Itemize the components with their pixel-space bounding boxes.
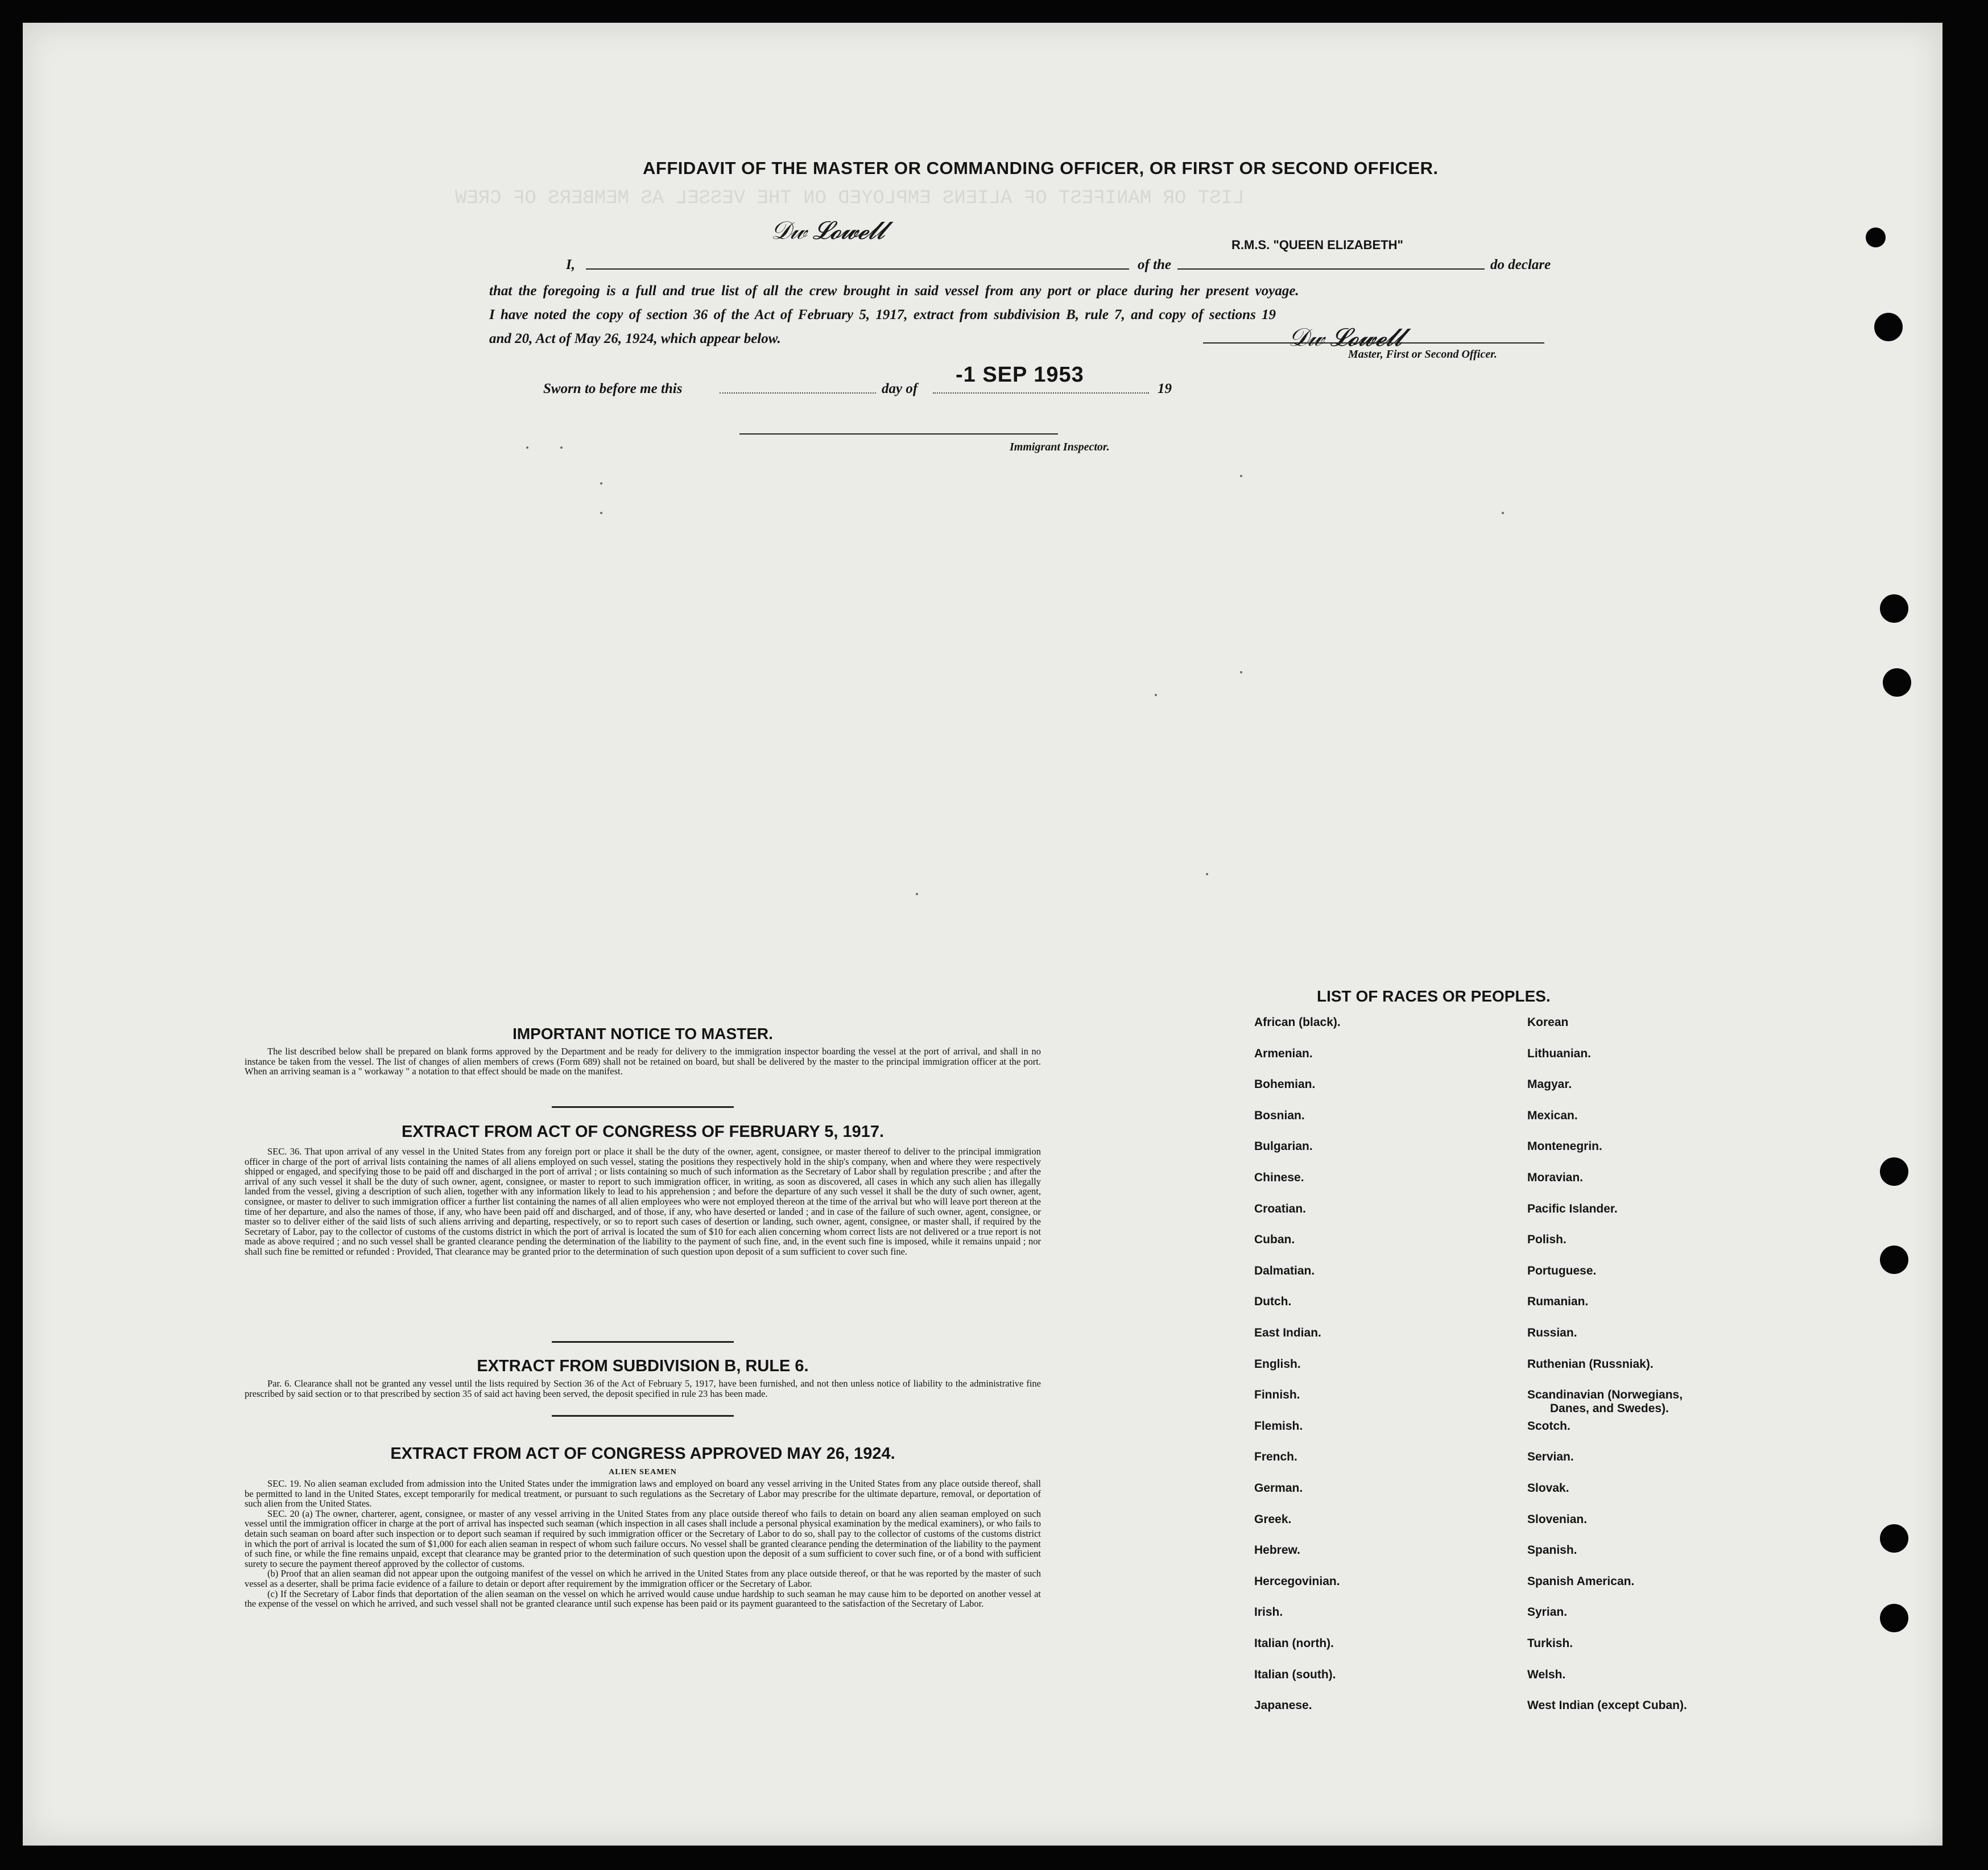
race-item: French. [1254,1450,1297,1464]
sworn-label: Sworn to before me this [543,381,683,396]
race-item: German. [1254,1482,1303,1495]
race-item: African (black). [1254,1016,1341,1029]
extract-1924-body [245,1479,1041,1609]
stray-mark [1502,512,1504,514]
race-item: Dutch. [1254,1295,1292,1309]
race-item: English. [1254,1357,1301,1371]
affidavit-title: AFFIDAVIT OF THE MASTER OR COMMANDING OFFICER, OR FIRST OR SECOND OFFICER. [643,158,1439,178]
race-item: Italian (north). [1254,1637,1334,1650]
race-item: Irish. [1254,1606,1283,1619]
stray-mark [600,482,602,485]
race-item: Welsh. [1527,1668,1566,1681]
stray-mark [526,446,528,449]
affidavit-line-4: and 20, Act of May 26, 1924, which appear below. [489,331,781,346]
race-item: Slovenian. [1527,1512,1588,1526]
race-item: Servian. [1527,1450,1574,1464]
race-item: Lithuanian. [1527,1046,1591,1060]
affidavit-line-2: that the foregoing is a full and true list of all the crew brought in said vessel from any port or place during her present voyage. [489,283,1299,299]
race-item: Scotch. [1527,1419,1570,1433]
race-item: Turkish. [1527,1637,1573,1650]
race-item: Hercegovinian. [1254,1574,1340,1588]
race-item: Chinese. [1254,1171,1304,1184]
binder-hole [1880,1604,1908,1632]
binder-hole [1880,1157,1908,1186]
binder-hole [1880,594,1908,623]
race-item: Armenian. [1254,1046,1313,1060]
name-blank-line [586,268,1129,270]
signature-image-master: 𝒟𝓌 𝓛𝓸𝔀𝓮𝓵𝓵 [1288,323,1402,352]
race-item: Cuban. [1254,1233,1295,1247]
race-item: Danes, and Swedes). [1550,1402,1669,1416]
race-item: Polish. [1527,1233,1567,1247]
race-item: Bohemian. [1254,1078,1316,1091]
extract-rule6-body [245,1379,1041,1399]
binder-hole [1880,1246,1908,1274]
master-signature-line [1203,342,1544,344]
race-item: Rumanian. [1527,1295,1589,1309]
alien-seamen-subheading: ALIEN SEAMEN [609,1468,677,1476]
stray-mark [1155,694,1157,696]
race-item: Portuguese. [1527,1264,1597,1277]
race-item: Slovak. [1527,1482,1569,1495]
year-suffix: 19 [1158,381,1172,396]
race-item: Italian (south). [1254,1668,1336,1681]
affidavit-of-the: of the [1138,257,1172,272]
race-item: Russian. [1527,1326,1577,1339]
signature-image-top: 𝒟𝓌 𝓛𝓸𝔀𝓮𝓵𝓵 [771,216,885,245]
sec-20a-paragraph: SEC. 20 (a) The owner, charterer, agent, consignee, or master of any vessel arriving in the United States from any place outside thereof who fails to detain on board any alien seaman employed on such vessel until the immigration officer in charge at the port of arrival has inspected such seaman (which inspection in all cases shall include a personal physical examination by the medical examiners), or who fails to detain such seaman on board after such inspection or to deport such seaman if required by such immigration officer or the Secretary of Labor to do so, shall pay to the collector of customs of the customs district in which the port of arrival is located the sum of $1,000 for each alien seaman in respect of whom such failure occurs. No vessel shall be granted clearance pending the determination of the liability to the payment of such fine, or while the fine remains unpaid, except that clearance may be granted prior to the determination of such question upon the deposit of a sum sufficient to cover such fine, or of a bond with sufficient surety to secure the payment thereof approved by the collector of customs. [245,1508,1041,1569]
section-divider [552,1341,734,1343]
notice-paragraph: The list described below shall be prepared on blank forms approved by the Department and be ready for delivery to the immigration inspector boarding the vessel at the port of arrival, and shall in no instance be taken from the vessel. The list of changes of alien members of crews (Form 689) shall not be retained on board, but shall be delivered by the master to the principal immigration officer at the port. When an arriving seaman is a " workaway " a notation to that effect should be made on the manifest. [245,1046,1041,1077]
race-item: Dalmatian. [1254,1264,1315,1277]
sec-36-paragraph: SEC. 36. That upon arrival of any vessel in the United States from any foreign port or place it shall be the duty of the owner, agent, consignee, or master thereof to deliver to the principal immigration officer in charge of the port of arrival lists containing the names of all aliens employed on such vessel, stating the positions they respectively hold in the ship's company, when and where they were respectively shipped or engaged, and specifying those to be paid off and discharged in the port of arrival ; or lists containing so much of such information as the Secretary of Labor shall by regulation prescribe ; and after the arrival of any such vessel it shall be the duty of such owner, agent, consignee, or master to report to such immigration officer, in writing, as soon as discovered, all cases in which any such alien has illegally landed from the vessel, giving a description of such alien, together with any information likely to lead to his apprehension ; and before the departure of any such vessel it shall be the duty of such owner, agent, consignee, or master to deliver to such immigration officer a further list containing the names of all alien employees who were not employed thereon at the time of the arrival but who will leave port thereon at the time of her departure, and also the names of those, if any, who have been paid off and discharged, and of those, if any, who have deserted or landed ; and in case of the failure of such owner, agent, consignee, or master so to deliver either of the said lists of such aliens arriving and departing, respectively, or so to report such cases of desertion or landing, such owner, agent, consignee, or master shall, if required by the Secretary of Labor, pay to the collector of customs of the customs district in which the port of arrival is located the sum of $10 for each alien concerning whom correct lists are not delivered or a true report is not made as above required ; and no such vessel shall be granted clearance pending the determination of the liability to the payment of such fine, and, in the event such fine is imposed, while it remains unpaid ; nor shall such fine be remitted or refunded : Provided, That clearance may be granted prior to the determination of such question upon deposit of a sum sufficient to cover such fine. [245,1146,1041,1257]
race-item: Bulgarian. [1254,1140,1313,1153]
race-item: East Indian. [1254,1326,1321,1339]
race-item: Magyar. [1527,1078,1572,1091]
bleed-through-text [1212,455,1220,470]
race-item: Croatian. [1254,1202,1307,1215]
race-item: Syrian. [1527,1606,1568,1619]
extract-1924-heading: EXTRACT FROM ACT OF CONGRESS APPROVED MAY 26, 1924. [390,1445,895,1463]
sworn-day-blank [720,392,876,394]
stray-mark [916,893,918,895]
binder-hole [1866,227,1886,247]
race-item: Spanish American. [1527,1574,1635,1588]
race-item: Greek. [1254,1512,1292,1526]
notice-body [245,1046,1041,1077]
affidavit-i-label: I, [566,257,575,272]
race-item: Montenegrin. [1527,1140,1602,1153]
vessel-blank-line [1177,268,1485,270]
affidavit-do-declare: do declare [1490,257,1551,272]
extract-1917-body [245,1147,1041,1257]
bleed-through-text: LIST OR MANIFEST OF ALIENS EMPLOYED ON THE VESSEL AS MEMBERS OF CREW [455,188,1245,209]
par-6-paragraph: Par. 6. Clearance shall not be granted any vessel until the lists required by Section 36 of the Act of February 5, 1917, have been furnished, and not then unless notice of liability to the administrative fine prescribed by said section or to that prescribed by section 35 of said act having been served, the deposit specified in rule 23 has been made. [245,1378,1041,1399]
extract-rule6-heading: EXTRACT FROM SUBDIVISION B, RULE 6. [477,1357,809,1375]
inspector-signature-line [739,433,1058,435]
sworn-month-blank [933,392,1149,394]
sec-19-paragraph: SEC. 19. No alien seaman excluded from admission into the United States under the immigration laws and employed on board any vessel arriving in the United States from any place outside thereof, shall be permitted to land in the United States, except temporarily for medical treatment, or pursuant to such regulations as the Secretary of Labor may prescribe for the ultimate departure, removal, or deportation of such alien from the United States. [245,1478,1041,1509]
race-item: Japanese. [1254,1699,1312,1712]
binder-hole [1874,313,1903,341]
race-item: Hebrew. [1254,1544,1300,1557]
race-item: Bosnian. [1254,1108,1305,1122]
race-item: Finnish. [1254,1388,1300,1402]
notice-heading: IMPORTANT NOTICE TO MASTER. [513,1025,773,1042]
binder-hole [1883,668,1911,697]
stray-mark [1240,671,1242,673]
race-item: West Indian (except Cuban). [1527,1699,1687,1712]
race-item: Ruthenian (Russniak). [1527,1357,1654,1371]
race-item: Korean [1527,1016,1569,1029]
race-item: Moravian. [1527,1171,1584,1184]
day-of-label: day of [882,381,918,396]
inspector-caption: Immigrant Inspector. [1010,441,1110,453]
stray-mark [1206,873,1208,875]
stray-mark [1240,475,1242,477]
race-item: Scandinavian (Norwegians, [1527,1388,1683,1402]
section-divider [552,1415,734,1417]
sec-20b-paragraph: (b) Proof that an alien seaman did not appear upon the outgoing manifest of the vessel on which he arrived in the United States from any place outside thereof, or that he was reported by the master of such vessel as a deserter, shall be prima facie evidence of a failure to detain or deport after requirement by the immigration officer or the Secretary of Labor. [245,1568,1041,1589]
stray-mark [560,446,563,449]
affidavit-line-3: I have noted the copy of section 36 of the Act of February 5, 1917, extract from subdivision B, rule 7, and copy of sections 19 [489,307,1276,322]
race-item: Flemish. [1254,1419,1303,1433]
race-item: Pacific Islander. [1527,1202,1618,1215]
races-heading: LIST OF RACES OR PEOPLES. [1317,987,1551,1005]
sec-20c-paragraph: (c) If the Secretary of Labor finds that deportation of the alien seaman on the vessel on which he arrived would cause undue hardship to such seaman he may cause him to be deported on another vessel at the expense of the vessel on which he arrived, and such vessel shall not be granted clearance until such expense has been paid or its payment guaranteed to the satisfaction of the Secretary of Labor. [245,1588,1041,1610]
extract-1917-heading: EXTRACT FROM ACT OF CONGRESS OF FEBRUARY 5, 1917. [401,1123,885,1141]
document-page [23,23,1942,1846]
vessel-name: R.M.S. "QUEEN ELIZABETH" [1231,238,1403,252]
binder-hole [1880,1524,1908,1553]
date-stamp: -1 SEP 1953 [956,363,1084,387]
race-item: Mexican. [1527,1108,1578,1122]
stray-mark [600,512,602,514]
master-caption: Master, First or Second Officer. [1348,348,1497,361]
section-divider [552,1106,734,1108]
race-item: Spanish. [1527,1544,1577,1557]
